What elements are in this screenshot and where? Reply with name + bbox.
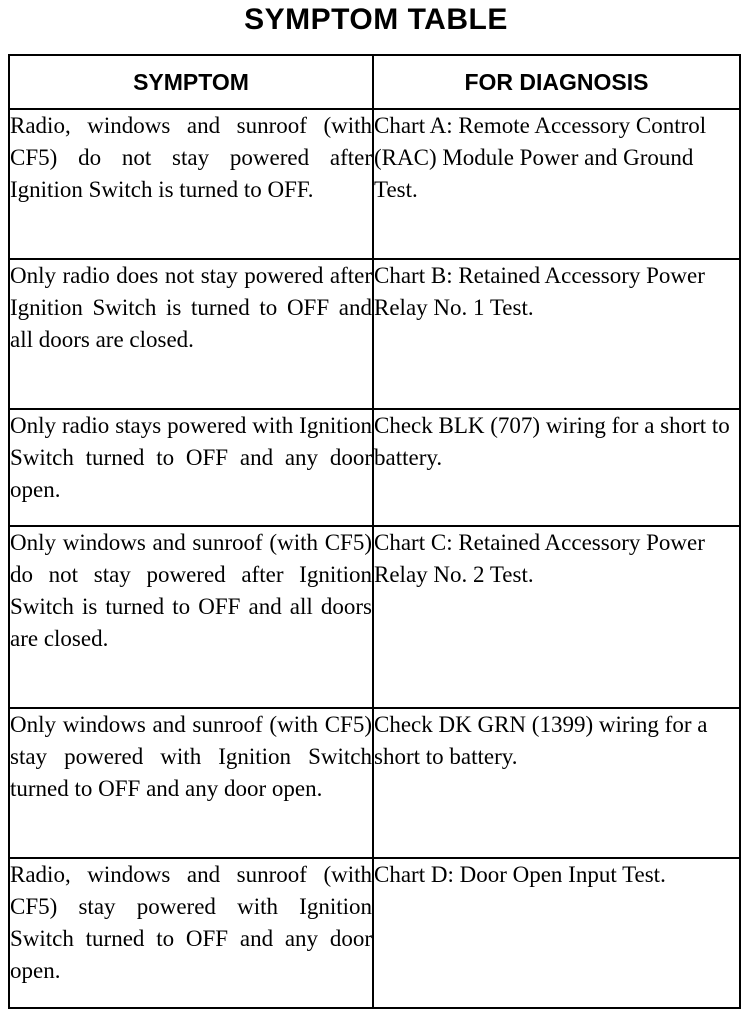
table-header-row bbox=[9, 55, 740, 109]
symptom-cell: Only windows and sunroof (with CF5) stay powered with Ignition Switch turned to OFF and any door open. bbox=[9, 708, 373, 858]
diagnosis-cell: Chart B: Retained Accessory Power Relay No. 1 Test. bbox=[373, 259, 740, 409]
symptom-cell: Only windows and sunroof (with CF5) do not stay powered after Ignition Switch is turned to OFF and all doors are closed. bbox=[9, 526, 373, 708]
symptom-cell: Radio, windows and sunroof (with CF5) stay powered with Ignition Switch turned to OFF and any door open. bbox=[9, 858, 373, 1008]
diagnosis-cell: Chart D: Door Open Input Test. bbox=[373, 858, 740, 1008]
symptom-cell: Only radio stays powered with Ignition Switch turned to OFF and any door open. bbox=[9, 409, 373, 526]
table-row bbox=[9, 409, 740, 526]
table-row bbox=[9, 858, 740, 1008]
symptom-cell: Only radio does not stay powered after Ignition Switch is turned to OFF and all doors are closed. bbox=[9, 259, 373, 409]
diagnosis-cell: Check DK GRN (1399) wiring for a short to battery. bbox=[373, 708, 740, 858]
table-row bbox=[9, 708, 740, 858]
symptom-column-header: SYMPTOM bbox=[9, 55, 373, 109]
diagnosis-cell: Chart A: Remote Accessory Control (RAC) Module Power and Ground Test. bbox=[373, 109, 740, 259]
table-row bbox=[9, 526, 740, 708]
symptom-cell: Radio, windows and sunroof (with CF5) do not stay powered after Ignition Switch is turned to OFF. bbox=[9, 109, 373, 259]
symptom-table bbox=[8, 54, 741, 1009]
page-title: SYMPTOM TABLE bbox=[244, 3, 508, 36]
diagnosis-cell: Check BLK (707) wiring for a short to battery. bbox=[373, 409, 740, 526]
diagnosis-column-header: FOR DIAGNOSIS bbox=[373, 55, 740, 109]
table-row bbox=[9, 109, 740, 259]
diagnosis-cell: Chart C: Retained Accessory Power Relay No. 2 Test. bbox=[373, 526, 740, 708]
table-row bbox=[9, 259, 740, 409]
